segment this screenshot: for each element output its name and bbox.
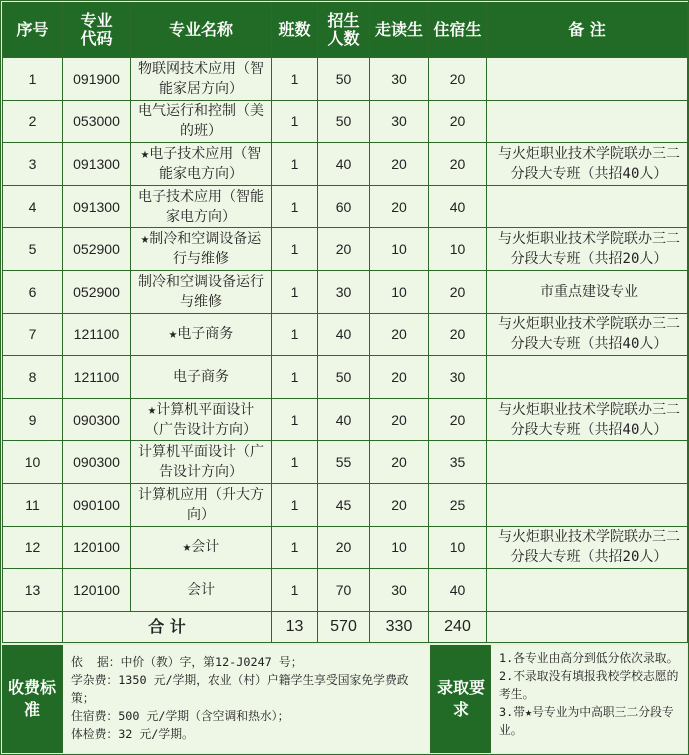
table-row	[3, 526, 688, 569]
cell-code: 053000	[63, 100, 131, 143]
cell-remark	[487, 483, 688, 526]
total-empty	[3, 611, 63, 642]
cell-remark: 市重点建设专业	[487, 270, 688, 313]
cell-classes: 1	[272, 100, 318, 143]
cell-board: 35	[429, 441, 487, 484]
cell-seq: 7	[3, 313, 63, 356]
cell-day: 30	[370, 569, 429, 612]
cell-day: 20	[370, 398, 429, 441]
header-day: 走读生	[370, 3, 429, 58]
cell-board: 20	[429, 58, 487, 101]
cell-code: 120100	[63, 569, 131, 612]
cell-code: 091300	[63, 185, 131, 228]
cell-name: ★计算机平面设计（广告设计方向）	[131, 398, 272, 441]
cell-code: 052900	[63, 228, 131, 271]
cell-classes: 1	[272, 569, 318, 612]
table-header-row	[3, 3, 688, 58]
cell-classes: 1	[272, 143, 318, 186]
cell-day: 10	[370, 270, 429, 313]
fees-text	[62, 645, 429, 753]
table-row	[3, 185, 688, 228]
table-row	[3, 58, 688, 101]
cell-name: 计算机平面设计（广告设计方向）	[131, 441, 272, 484]
cell-remark: 与火炬职业技术学院联办三二分段大专班（共招20人）	[487, 526, 688, 569]
header-enroll: 招生人数	[318, 3, 370, 58]
total-enroll: 570	[318, 611, 370, 642]
cell-name: ★制冷和空调设备运行与维修	[131, 228, 272, 271]
table-row	[3, 313, 688, 356]
cell-classes: 1	[272, 313, 318, 356]
footer-section	[2, 645, 687, 753]
admission-text	[490, 645, 687, 753]
cell-enroll: 50	[318, 58, 370, 101]
cell-enroll: 40	[318, 143, 370, 186]
cell-name: 计算机应用（升大方向）	[131, 483, 272, 526]
cell-seq: 2	[3, 100, 63, 143]
cell-enroll: 40	[318, 398, 370, 441]
cell-code: 121100	[63, 356, 131, 399]
cell-board: 20	[429, 398, 487, 441]
table-row	[3, 569, 688, 612]
cell-code: 090300	[63, 398, 131, 441]
cell-classes: 1	[272, 270, 318, 313]
cell-board: 20	[429, 143, 487, 186]
cell-enroll: 20	[318, 228, 370, 271]
table-row	[3, 483, 688, 526]
cell-name: ★会计	[131, 526, 272, 569]
cell-classes: 1	[272, 185, 318, 228]
cell-seq: 5	[3, 228, 63, 271]
cell-seq: 11	[3, 483, 63, 526]
cell-board: 40	[429, 569, 487, 612]
header-remark: 备 注	[487, 3, 688, 58]
cell-name: 物联网技术应用（智能家居方向）	[131, 58, 272, 101]
cell-seq: 4	[3, 185, 63, 228]
total-board: 240	[429, 611, 487, 642]
cell-code: 090100	[63, 483, 131, 526]
cell-board: 20	[429, 270, 487, 313]
table-row	[3, 441, 688, 484]
table-row	[3, 143, 688, 186]
header-code: 专业代码	[63, 3, 131, 58]
cell-day: 20	[370, 356, 429, 399]
cell-remark: 与火炬职业技术学院联办三二分段大专班（共招40人）	[487, 143, 688, 186]
cell-code: 091300	[63, 143, 131, 186]
cell-name: ★电子技术应用（智能家电方向）	[131, 143, 272, 186]
admission-line: 1.各专业由高分到低分依次录取。	[499, 651, 679, 665]
cell-board: 25	[429, 483, 487, 526]
admission-line: 3.带★号专业为中高职三二分段专业。	[499, 705, 674, 737]
table-row	[3, 398, 688, 441]
cell-seq: 13	[3, 569, 63, 612]
cell-name: 电气运行和控制（美的班）	[131, 100, 272, 143]
total-row	[3, 611, 688, 642]
cell-seq: 8	[3, 356, 63, 399]
cell-enroll: 40	[318, 313, 370, 356]
cell-board: 10	[429, 228, 487, 271]
cell-seq: 10	[3, 441, 63, 484]
header-board: 住宿生	[429, 3, 487, 58]
cell-day: 20	[370, 441, 429, 484]
cell-remark: 与火炬职业技术学院联办三二分段大专班（共招40人）	[487, 398, 688, 441]
header-name: 专业名称	[131, 3, 272, 58]
total-classes: 13	[272, 611, 318, 642]
cell-day: 20	[370, 185, 429, 228]
cell-enroll: 50	[318, 100, 370, 143]
header-classes: 班数	[272, 3, 318, 58]
cell-board: 20	[429, 100, 487, 143]
cell-seq: 1	[3, 58, 63, 101]
cell-classes: 1	[272, 441, 318, 484]
cell-classes: 1	[272, 398, 318, 441]
cell-remark	[487, 58, 688, 101]
fees-line: 住宿费：500 元/学期（含空调和热水）；	[71, 709, 290, 723]
table-row	[3, 100, 688, 143]
cell-remark	[487, 100, 688, 143]
cell-remark: 与火炬职业技术学院联办三二分段大专班（共招20人）	[487, 228, 688, 271]
cell-enroll: 60	[318, 185, 370, 228]
cell-enroll: 30	[318, 270, 370, 313]
cell-seq: 3	[3, 143, 63, 186]
cell-name: 制冷和空调设备运行与维修	[131, 270, 272, 313]
cell-classes: 1	[272, 526, 318, 569]
cell-seq: 6	[3, 270, 63, 313]
cell-code: 121100	[63, 313, 131, 356]
cell-board: 30	[429, 356, 487, 399]
cell-remark	[487, 356, 688, 399]
enrollment-table	[2, 2, 688, 643]
fees-line: 依 据：中价（教）字，第12-J0247 号；	[71, 655, 303, 669]
cell-code: 120100	[63, 526, 131, 569]
table-row	[3, 356, 688, 399]
cell-day: 10	[370, 228, 429, 271]
fees-label: 收费标准	[2, 645, 62, 753]
cell-board: 10	[429, 526, 487, 569]
cell-seq: 12	[3, 526, 63, 569]
cell-code: 091900	[63, 58, 131, 101]
cell-day: 30	[370, 58, 429, 101]
cell-day: 10	[370, 526, 429, 569]
cell-enroll: 55	[318, 441, 370, 484]
admission-line: 2.不录取没有填报我校学校志愿的考生。	[499, 669, 679, 701]
cell-name: 电子技术应用（智能家电方向）	[131, 185, 272, 228]
cell-remark: 与火炬职业技术学院联办三二分段大专班（共招40人）	[487, 313, 688, 356]
cell-remark	[487, 185, 688, 228]
cell-name: ★电子商务	[131, 313, 272, 356]
cell-board: 20	[429, 313, 487, 356]
cell-day: 20	[370, 483, 429, 526]
cell-enroll: 45	[318, 483, 370, 526]
cell-classes: 1	[272, 483, 318, 526]
cell-classes: 1	[272, 58, 318, 101]
table-row	[3, 228, 688, 271]
total-day: 330	[370, 611, 429, 642]
cell-code: 090300	[63, 441, 131, 484]
cell-seq: 9	[3, 398, 63, 441]
cell-classes: 1	[272, 356, 318, 399]
cell-remark	[487, 441, 688, 484]
header-seq: 序号	[3, 3, 63, 58]
cell-day: 30	[370, 100, 429, 143]
fees-line: 体检费：32 元/学期。	[71, 727, 194, 741]
table-row	[3, 270, 688, 313]
cell-board: 40	[429, 185, 487, 228]
cell-code: 052900	[63, 270, 131, 313]
cell-day: 20	[370, 143, 429, 186]
cell-day: 20	[370, 313, 429, 356]
total-remark-empty	[487, 611, 688, 642]
cell-classes: 1	[272, 228, 318, 271]
admission-label: 录取要求	[430, 645, 491, 753]
cell-enroll: 70	[318, 569, 370, 612]
cell-enroll: 50	[318, 356, 370, 399]
cell-enroll: 20	[318, 526, 370, 569]
cell-name: 会计	[131, 569, 272, 612]
fees-line: 学杂费：1350 元/学期，农业（村）户籍学生享受国家免学费政策；	[71, 673, 409, 705]
cell-remark	[487, 569, 688, 612]
cell-name: 电子商务	[131, 356, 272, 399]
total-label: 合 计	[63, 611, 272, 642]
